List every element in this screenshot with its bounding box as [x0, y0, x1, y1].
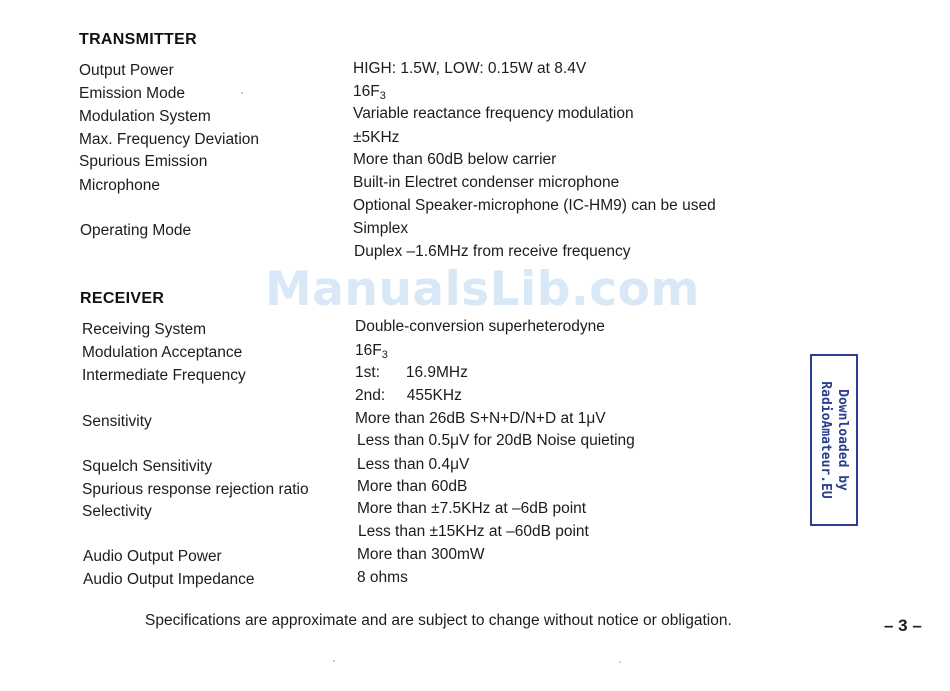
spec-label: Spurious Emission	[79, 153, 208, 170]
spec-value: 2nd: 455KHz	[355, 387, 462, 404]
spec-label: Intermediate Frequency	[82, 367, 246, 384]
page-number: – 3 –	[884, 616, 922, 635]
spec-value: Less than 0.4μV	[357, 456, 470, 473]
spec-label: Sensitivity	[82, 413, 152, 430]
stamp-line-1: Downloaded by	[835, 389, 850, 491]
spec-value: Duplex –1.6MHz from receive frequency	[354, 243, 631, 260]
spec-value: More than 60dB below carrier	[353, 151, 557, 168]
spec-value: ±5KHz	[353, 129, 400, 146]
spec-label: Max. Frequency Deviation	[79, 131, 260, 148]
spec-value: More than 300mW	[357, 546, 485, 563]
spec-value: $16F_3$	[355, 342, 388, 361]
spec-label: Modulation System	[79, 108, 211, 125]
print-speck	[241, 92, 243, 94]
spec-label: Emission Mode	[79, 85, 185, 102]
spec-value: Simplex	[353, 220, 409, 237]
footer-note: Specifications are approximate and are subject to change without notice or obligation.	[145, 612, 732, 629]
spec-value: HIGH: 1.5W, LOW: 0.15W at 8.4V	[353, 60, 587, 77]
transmitter-heading: TRANSMITTER	[79, 31, 197, 48]
spec-label: Audio Output Power	[83, 548, 222, 565]
spec-value: Variable reactance frequency modulation	[353, 105, 634, 122]
watermark: ManualsLib.com	[265, 262, 700, 317]
spec-value: More than 60dB	[357, 478, 468, 495]
spec-label: Output Power	[79, 62, 174, 79]
spec-label: Receiving System	[82, 321, 207, 338]
spec-value: 1st: 16.9MHz	[355, 364, 468, 381]
print-speck	[619, 661, 621, 663]
spec-label: Selectivity	[82, 503, 152, 520]
spec-value: Less than 0.5μV for 20dB Noise quieting	[357, 432, 635, 449]
spec-label: Modulation Acceptance	[82, 344, 243, 361]
spec-value: More than 26dB S+N+D/N+D at 1μV	[355, 410, 606, 427]
stamp-line-2: RadioAmateur.EU	[818, 381, 833, 499]
spec-value: Optional Speaker-microphone (IC-HM9) can be used	[353, 197, 716, 214]
spec-label: Audio Output Impedance	[83, 571, 255, 588]
spec-label: Operating Mode	[80, 222, 192, 239]
receiver-heading: RECEIVER	[80, 290, 165, 307]
spec-value: Less than ±15KHz at –60dB point	[358, 523, 589, 540]
spec-value: 8 ohms	[357, 569, 408, 586]
print-speck	[333, 660, 335, 662]
spec-label: Microphone	[79, 177, 160, 194]
download-stamp	[810, 354, 858, 526]
spec-label: Spurious response rejection ratio	[82, 481, 309, 498]
spec-value: $16F_3$	[353, 83, 386, 102]
spec-label: Squelch Sensitivity	[82, 458, 213, 475]
spec-value: Double-conversion superheterodyne	[355, 318, 605, 335]
spec-value: Built-in Electret condenser microphone	[353, 174, 620, 191]
spec-value: More than ±7.5KHz at –6dB point	[357, 500, 587, 517]
